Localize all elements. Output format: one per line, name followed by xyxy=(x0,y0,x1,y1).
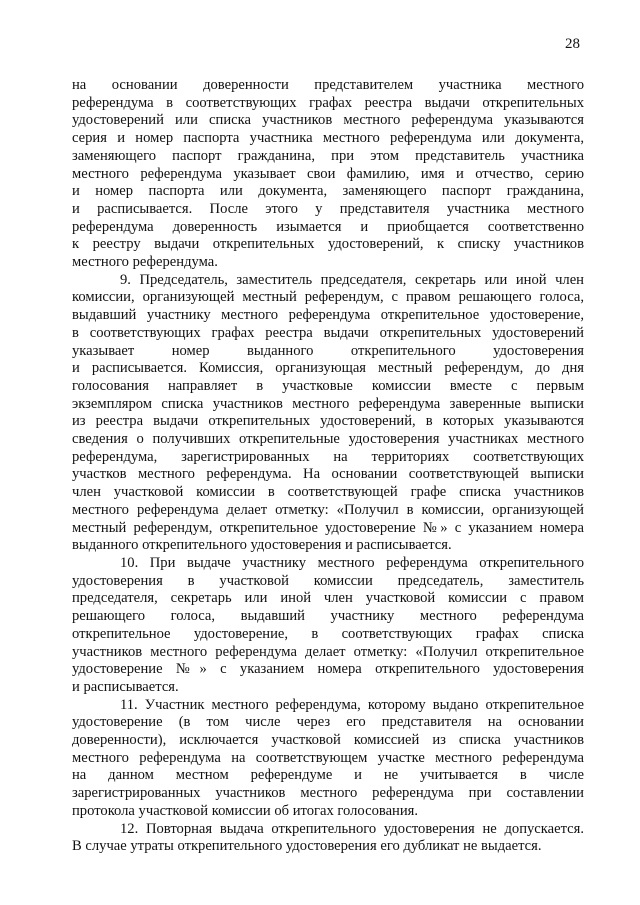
paragraph-item-10 xyxy=(72,555,584,697)
text-line: 10. При выдаче участнику местного референдума открепительного xyxy=(120,554,584,571)
text-line: член участковой комиссии в соответствующей графе списка участников xyxy=(72,484,584,501)
text-line: на данном местном референдуме и не учитывается в числе xyxy=(72,767,584,784)
text-line: на основании доверенности представителем участника местного xyxy=(72,77,584,93)
text-line: удостоверений или списка участников местного референдума указываются xyxy=(72,112,584,129)
text-line: местного референдума. xyxy=(72,254,218,271)
text-line: и расписывается. Комиссия, организующая местный референдум, до дня xyxy=(72,360,584,377)
paragraph-item-9 xyxy=(72,272,584,555)
document-body xyxy=(72,77,584,856)
text-line: доверенности), исключается участковой комиссией из списка участников xyxy=(72,732,584,749)
text-line: и расписывается. После этого у представителя участника местного xyxy=(72,200,584,217)
text-line: голосования направляет в участковые комиссии вместе с первым xyxy=(72,377,584,394)
text-line: 12. Повторная выдача открепительного удостоверения не допускается. xyxy=(120,820,584,837)
text-line: открепительное удостоверение, в соответствующих графах списка xyxy=(72,625,584,642)
page-number: 28 xyxy=(565,36,580,52)
text-line: серия и номер паспорта участника местного референдума или документа, xyxy=(72,130,584,147)
text-line: комиссии, организующей местный референдум, с правом решающего голоса, xyxy=(72,289,584,306)
text-line: удостоверения в участковой комиссии председатель, заместитель xyxy=(72,572,584,589)
text-line: 11. Участник местного референдума, которому выдано открепительное xyxy=(120,696,584,713)
paragraph-item-12 xyxy=(72,821,584,856)
paragraph-continuation xyxy=(72,77,584,272)
text-line: участков местного референдума. На основании соответствующей выписки xyxy=(72,466,584,483)
text-line: участников местного референдума делает отметку: «Получил открепительное xyxy=(72,643,584,660)
text-line: председателя, секретарь или иной член участковой комиссии с правом xyxy=(72,590,584,607)
text-line: протокола участковой комиссии об итогах голосования. xyxy=(72,802,419,819)
text-line: в соответствующих графах реестра выдачи открепительных удостоверений xyxy=(72,324,584,341)
text-line: к реестру выдачи открепительных удостоверений, к списку участников xyxy=(72,236,584,253)
text-line: указывает номер выданного открепительного удостоверения xyxy=(72,342,584,359)
text-line: местного референдума указывает свои фамилию, имя и отчество, серию xyxy=(72,165,584,182)
text-line: решающего голоса, выдавший участнику местного референдума xyxy=(72,608,584,625)
text-line: удостоверение №» с указанием номера открепительного удостоверения xyxy=(72,661,584,678)
text-line: из реестра выдачи открепительных удостоверений, в которых указываются xyxy=(72,413,584,430)
paragraph-item-11 xyxy=(72,697,584,821)
text-line: и номер паспорта или документа, заменяющего паспорт гражданина, xyxy=(72,183,584,200)
text-line: зарегистрированных участников местного референдума при составлении xyxy=(72,785,584,802)
text-line: местного референдума делает отметку: «Получил в комиссии, организующей xyxy=(72,501,584,518)
text-line: выданного открепительного удостоверения и расписывается. xyxy=(72,537,452,554)
text-line: удостоверение (в том числе через его представителя на основании xyxy=(72,714,584,731)
text-line: местный референдум, открепительное удостоверение №» с указанием номера xyxy=(72,519,584,536)
text-line: экземпляром списка участников местного референдума заверенные выписки xyxy=(72,395,584,412)
text-line: местного референдума на соответствующем участке местного референдума xyxy=(72,749,584,766)
text-line: референдума, зарегистрированных на территориях соответствующих xyxy=(72,448,584,465)
text-line: референдума доверенность изымается и приобщается соответственно xyxy=(72,218,584,235)
text-line: 9. Председатель, заместитель председателя, секретарь или иной член xyxy=(120,271,584,288)
text-line: сведения о получивших открепительные удостоверения участниках местного xyxy=(72,431,584,448)
text-line: выдавший участнику местного референдума открепительное удостоверение, xyxy=(72,307,584,324)
text-line: заменяющего паспорт гражданина, при этом представитель участника xyxy=(72,147,584,164)
text-line: и расписывается. xyxy=(72,678,179,695)
text-line: В случае утраты открепительного удостоверения его дубликат не выдается. xyxy=(72,838,542,855)
text-line: референдума в соответствующих графах реестра выдачи открепительных xyxy=(72,94,584,111)
